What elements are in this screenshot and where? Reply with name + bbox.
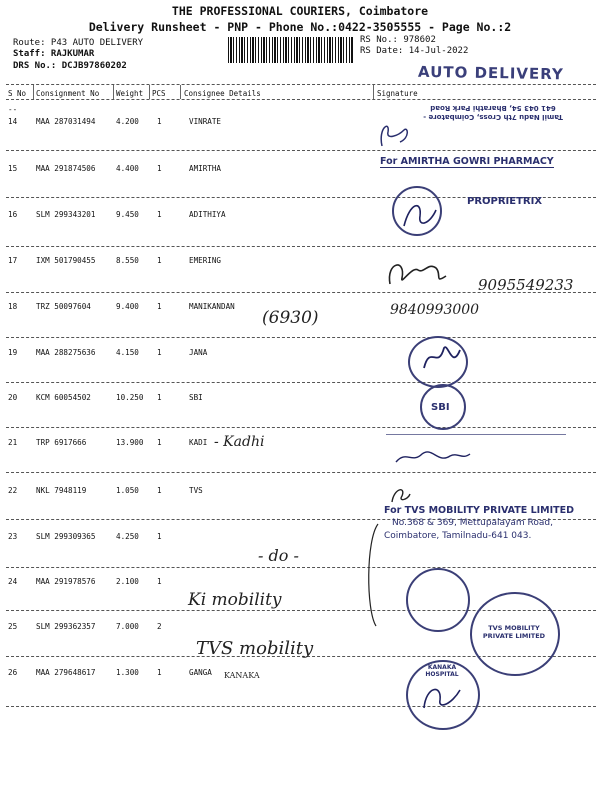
rs-number: RS No.: 978602 [360,35,436,45]
cell-consignee: AMIRTHA [189,164,222,173]
cell-consignee: ADITHIYA [189,210,226,219]
cell-consignee: EMERING [189,256,222,265]
proprietrix-label: PROPRIETRIX [467,196,543,207]
kadhi-handwritten: - Kadhi [214,434,265,450]
kanaka-handwritten: KANAKA [224,671,260,680]
cell-weight: 9.450 [116,210,139,219]
col-sno: S No [8,89,27,98]
barcode [228,37,353,63]
tvs-round-stamp-label: TVS MOBILITY PRIVATE LIMITED [482,624,546,640]
amount-handwritten-18: (6930) [262,308,319,328]
cell-consignment: SLM 299309365 [36,532,96,541]
cell-consignment: KCM 60054502 [36,393,91,402]
cell-sno: 26 [8,668,18,677]
row-divider [6,427,596,428]
cell-weight: 7.000 [116,622,139,631]
phone-handwritten-17: 9095549233 [478,276,574,294]
cell-pcs: 1 [157,393,162,402]
cell-sno: 24 [8,577,18,586]
row-divider [6,246,596,247]
cell-pcs: 1 [157,117,162,126]
col-consignee: Consignee Details [184,89,261,98]
cell-consignment: NKL 7948119 [36,486,87,495]
cell-sno: 19 [8,348,18,357]
row-divider [6,706,596,707]
cell-weight: 4.400 [116,164,139,173]
cell-consignment: MAA 288275636 [36,348,96,357]
page-subtitle: Delivery Runsheet - PNP - Phone No.:0422-3505555 - Page No.:2 [88,20,512,34]
tvs-stamp-line1: For TVS MOBILITY PRIVATE LIMITED [384,505,575,516]
cell-sno: 20 [8,393,18,402]
cell-consignment: MAA 287031494 [36,117,96,126]
cell-pcs: 1 [157,256,162,265]
cell-pcs: 1 [157,164,162,173]
cell-weight: 2.100 [116,577,139,586]
cell-consignment: MAA 279648617 [36,668,96,677]
signature-17 [384,256,454,292]
tvs-mobility-handwritten: TVS mobility [196,638,314,659]
drs-label: DRS No.: DCJB97860202 [13,61,127,71]
vibrantchem-address-stamp: Tamil Nadu 7th Cross, Coimbatore - 641 043 54, Bharathi Park Road [423,104,563,121]
signature-14 [374,118,414,152]
cell-consignee: JANA [189,348,208,357]
cell-pcs: 1 [157,302,162,311]
cell-weight: 4.200 [116,117,139,126]
cell-pcs: 1 [157,668,162,677]
sbi-seal-label: SBI [431,402,450,413]
cell-pcs: 1 [157,210,162,219]
header-bottom-rule [6,99,596,100]
cell-weight: 8.550 [116,256,139,265]
round-seal-24 [406,568,470,632]
cell-weight: 4.250 [116,532,139,541]
cell-consignment: MAA 291874506 [36,164,96,173]
staff-label: Staff: RAJKUMAR [13,49,95,59]
rs-date: RS Date: 14-Jul-2022 [360,46,469,56]
cell-sno: 17 [8,256,18,265]
col-pcs: PCS [152,89,166,98]
signature-22 [388,484,412,506]
tvs-stamp-line2: No.368 & 369, Mettupalayam Road, [392,518,553,528]
cell-sno: 22 [8,486,18,495]
cell-consignment: SLM 299343201 [36,210,96,219]
row-dashes: -- [8,105,18,114]
cell-weight: 9.400 [116,302,139,311]
cell-consignee: KADI [189,438,208,447]
signature-26 [420,680,464,714]
cell-consignee: VINRATE [189,117,222,126]
col-signature: Signature [377,89,418,98]
row-divider [6,382,596,383]
route-label: Route: P43 AUTO DELIVERY [13,38,144,48]
cell-consignment: MAA 291978576 [36,577,96,586]
cell-weight: 1.300 [116,668,139,677]
cell-pcs: 1 [157,438,162,447]
tvs-stamp-line3: Coimbatore, Tamilnadu-641 043. [384,531,532,541]
auto-delivery-stamp: AUTO DELIVERY [417,62,564,84]
cell-consignment: TRZ 50097604 [36,302,91,311]
cell-sno: 25 [8,622,18,631]
phone-handwritten-18: 9840993000 [390,302,480,318]
header-top-rule [6,84,596,85]
signature-19 [420,340,466,376]
kanaka-round-stamp-label: KANAKA HOSPITAL [425,664,459,678]
cell-sno: 16 [8,210,18,219]
cell-pcs: 2 [157,622,162,631]
cell-consignee: SBI [189,393,203,402]
col-consignment: Consignment No [36,89,100,98]
page-title: THE PROFESSIONAL COURIERS, Coimbatore [171,4,429,18]
cell-sno: 14 [8,117,18,126]
col-weight: Weight [116,89,144,98]
ki-mobility-handwritten: Ki mobility [188,590,282,610]
cell-consignment: IXM 501790455 [36,256,96,265]
cell-consignee: GANGA [189,668,212,677]
cell-weight: 13.900 [116,438,144,447]
signature-16 [400,196,440,236]
cell-pcs: 1 [157,532,162,541]
cell-consignee: TVS [189,486,203,495]
cell-consignment: TRP 6917666 [36,438,87,447]
cell-weight: 4.150 [116,348,139,357]
bracket-line [362,520,382,630]
cell-weight: 1.050 [116,486,139,495]
cell-pcs: 1 [157,577,162,586]
row-divider [6,567,596,568]
cell-sno: 15 [8,164,18,173]
cell-sno: 23 [8,532,18,541]
cell-weight: 10.250 [116,393,144,402]
cell-sno: 18 [8,302,18,311]
cell-consignee: MANIKANDAN [189,302,235,311]
signature-21 [392,446,472,468]
cell-pcs: 1 [157,486,162,495]
ditto-handwritten: - do - [258,546,299,565]
amirtha-stamp: For AMIRTHA GOWRI PHARMACY [380,156,554,167]
cell-pcs: 1 [157,348,162,357]
row-divider [6,337,596,338]
cell-consignment: SLM 299362357 [36,622,96,631]
cell-sno: 21 [8,438,18,447]
row-divider [6,150,596,151]
